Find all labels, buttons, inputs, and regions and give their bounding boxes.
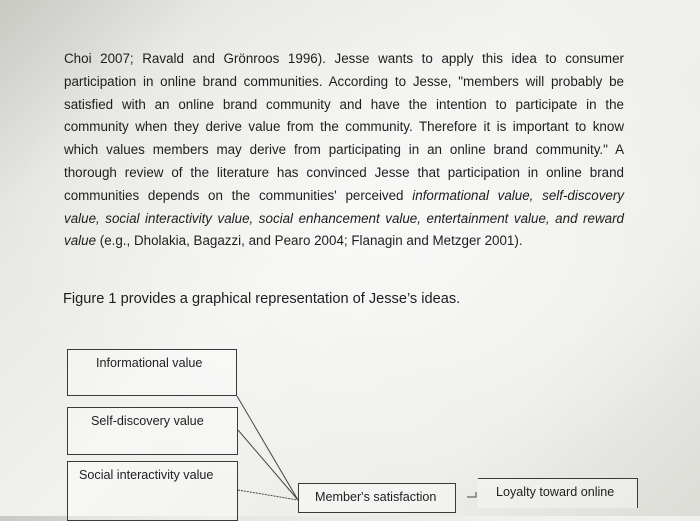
self-discovery-value-label: Self-discovery value [91,414,204,428]
text-line: which values members may derive from participating in an online brand community." A [64,142,624,158]
social-interactivity-value-label: Social interactivity value [79,468,214,482]
italic-fragment: value [64,233,97,249]
text-line: participation in online brand communities. According to Jesse, "members will probably be [64,73,624,89]
italic-fragment: value, social interactivity value, social enhancement value, entertainment value, and reward [64,210,624,226]
text-line: Choi 2007; Ravald and Grönroos 1996). Jesse wants to apply this idea to consumer [64,51,624,66]
citation-fragment: (e.g., Dholakia, Bagazzi, and Pearo 2004; Flanagin and Metzger 2001). [96,233,523,249]
arrow-social-to-satisfaction [238,490,298,500]
figure-caption: Figure 1 provides a graphical representation of Jesse’s ideas. [63,291,461,307]
text-line: thorough review of the literature has convinced Jesse that participation in online brand [64,164,624,180]
italic-fragment: informational value, self-discovery [412,187,624,203]
text-line: satisfied with an online brand community and have the intention to participate in the [64,96,624,112]
arrow-informational-to-satisfaction [237,396,298,500]
text-fragment: communities depends on the communities' perceived [64,187,404,203]
informational-value-label: Informational value [96,356,203,370]
informational-value-box [67,349,237,396]
loyalty-label: Loyalty toward online [496,485,615,499]
arrow-satisfaction-to-loyalty [467,492,476,497]
self-discovery-value-box [67,407,238,455]
loyalty-box [478,478,638,508]
text-line: community when they derive value from the community. Therefore it is important to know [64,119,624,135]
member-satisfaction-box [298,483,456,513]
member-satisfaction-label: Member's satisfaction [315,490,437,504]
arrow-selfdiscovery-to-satisfaction [238,430,298,500]
social-interactivity-value-box [67,461,238,521]
